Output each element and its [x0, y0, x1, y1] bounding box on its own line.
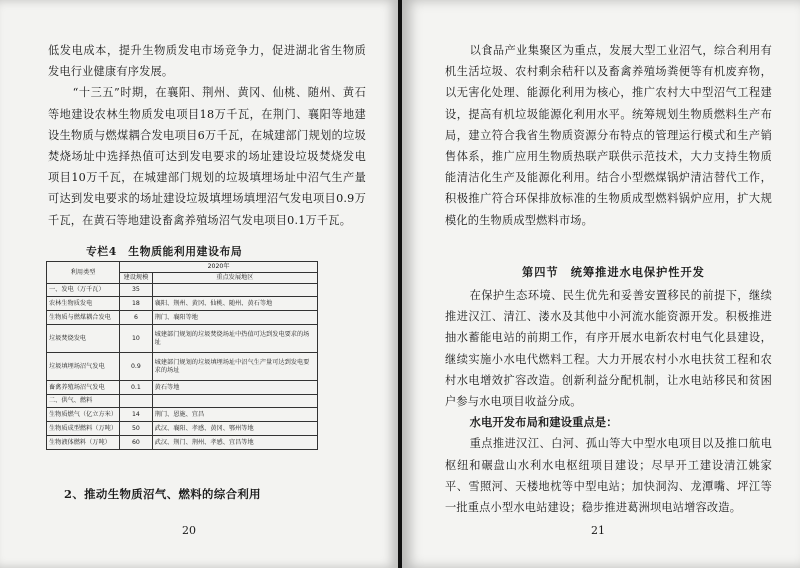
section-title: 第四节 统筹推进水电保护性开发 [522, 265, 705, 279]
header-scale: 建设规模 [120, 273, 153, 284]
table-row [47, 284, 318, 297]
table-row [47, 311, 318, 325]
cell-scale: 0.9 [120, 353, 153, 381]
left-paragraph-1: 低发电成本，提升生物质发电市场竞争力，促进湖北省生物质发电行业健康有序发展。 [48, 44, 366, 79]
cell-region [152, 284, 317, 297]
right-text-bottom [445, 285, 772, 518]
cell-region: 武汉、襄阳、孝感、黄冈、鄂州等地 [152, 422, 317, 436]
right-paragraph-3: 重点推进汉江、白河、孤山等大中型水电项目以及推口航电枢纽和碾盘山水利水电枢纽项目建设；尽早开工建设清江姚家平、雪照河、天楼地枕等中型电站；加快洞沟、龙潭嘴、坪江等一批重点小型水电站建设；稳步推进葛洲坝电站增容改造。 [445, 437, 772, 515]
table-row [47, 422, 318, 436]
table-row [47, 353, 318, 381]
cell-region: 黄石等地 [152, 381, 317, 395]
cell-scale: 35 [120, 284, 153, 297]
right-bold-heading: 水电开发布局和建设重点是： [469, 415, 618, 430]
page-number-right: 21 [591, 524, 605, 537]
table-row [47, 395, 318, 408]
right-paragraph-2: 在保护生态环境、民生优先和妥善安置移民的前提下，继续推进汉江、清江、溇水及其他中小河流水能资源开发。积极推进抽水蓄能电站的前期工作，有序开展水电新农村电气化县建设，继续实施小水电代燃料工程。大力开展农村小水电扶贫工程和农村水电增效扩容改造。创新利益分配机制，让水电站移民和贫困户参与水电项目收益分成。 [445, 289, 772, 409]
cell-type: 生物液体燃料（万吨） [47, 436, 120, 450]
cell-scale [120, 395, 153, 408]
header-region: 重点发展地区 [152, 273, 317, 284]
header-type: 利用类型 [47, 262, 120, 284]
cell-region: 武汉、荆门、荆州、孝感、宜昌等地 [152, 436, 317, 450]
cell-scale: 18 [120, 297, 153, 311]
table-row [47, 325, 318, 353]
cell-region: 城建部门规划的垃圾焚烧场址中热值可达到发电要求的场址 [152, 325, 317, 353]
cell-type: 畜禽养殖场沼气发电 [47, 381, 120, 395]
table-row [47, 381, 318, 395]
left-page [0, 0, 398, 568]
cell-scale: 50 [120, 422, 153, 436]
left-paragraph-2: “十三五”时期，在襄阳、荆州、黄冈、仙桃、随州、黄石等地建设农林生物质发电项目18万千瓦，在荆门、襄阳等地建设生物质与燃煤耦合发电项目6万千瓦，在城建部门规划的垃圾焚烧场址中选择热值可达到发电要求的场址建设垃圾焚烧发电项目10万千瓦，在城建部门规划的垃圾填埋场址中沼气生产量可达到发电要求的场址建设垃圾填埋场填埋沼气发电项目0.9万千瓦，在黄石等地建设畜禽养殖场沼气发电项目0.1万千瓦。 [48, 86, 366, 227]
table-row [47, 436, 318, 450]
cell-type: 生物质与燃煤耦合发电 [47, 311, 120, 325]
right-page [402, 0, 800, 568]
left-text-block [48, 40, 366, 231]
cell-region: 城建部门规划的垃圾填埋场址中沼气生产量可达到发电要求的场址 [152, 353, 317, 381]
cell-type: 二、供气、燃料 [47, 395, 120, 408]
table-row [47, 297, 318, 311]
table-header-row [47, 262, 318, 273]
cell-scale: 10 [120, 325, 153, 353]
cell-type: 农林生物质发电 [47, 297, 120, 311]
right-text-top [445, 40, 772, 231]
cell-region [152, 395, 317, 408]
cell-type: 垃圾焚烧发电 [47, 325, 120, 353]
page-number-left: 20 [182, 524, 196, 537]
cell-type: 垃圾填埋场沼气发电 [47, 353, 120, 381]
table-row [47, 408, 318, 422]
cell-type: 一、发电（万千瓦） [47, 284, 120, 297]
cell-region: 襄阳、荆州、黄冈、仙桃、随州、黄石等地 [152, 297, 317, 311]
cell-scale: 14 [120, 408, 153, 422]
cell-region: 荆门、襄阳等地 [152, 311, 317, 325]
header-year: 2020年 [120, 262, 318, 273]
cell-region: 荆门、恩施、宜昌 [152, 408, 317, 422]
left-subheading: 2、推动生物质沼气、燃料的综合利用 [64, 487, 261, 501]
table-caption: 专栏4 生物质能利用建设布局 [86, 245, 243, 258]
cell-scale: 0.1 [120, 381, 153, 395]
cell-scale: 6 [120, 311, 153, 325]
cell-type: 生物质成型燃料（万吨） [47, 422, 120, 436]
right-paragraph-1: 以食品产业集聚区为重点，发展大型工业沼气，综合利用有机生活垃圾、农村剩余秸秆以及畜禽养殖场粪便等有机废弃物，以无害化处理、能源化利用为核心，推广农村大中型沼气工程建设，提高有机垃圾能源化利用水平。统筹规划生物质燃料生产布局，建立符合我省生物质资源分布特点的管理运行模式和生产销售体系，推广应用生物质热联产联供示范技术，大力支持生物质能清洁化生产及能源化利用。结合小型燃煤锅炉清洁替代工作，积极推广符合环保排放标准的生物质成型燃料锅炉应用，扩大规模化的生物质成型燃料市场。 [445, 44, 772, 227]
biomass-layout-table [46, 261, 318, 450]
cell-type: 生物质燃气（亿立方米） [47, 408, 120, 422]
cell-scale: 60 [120, 436, 153, 450]
